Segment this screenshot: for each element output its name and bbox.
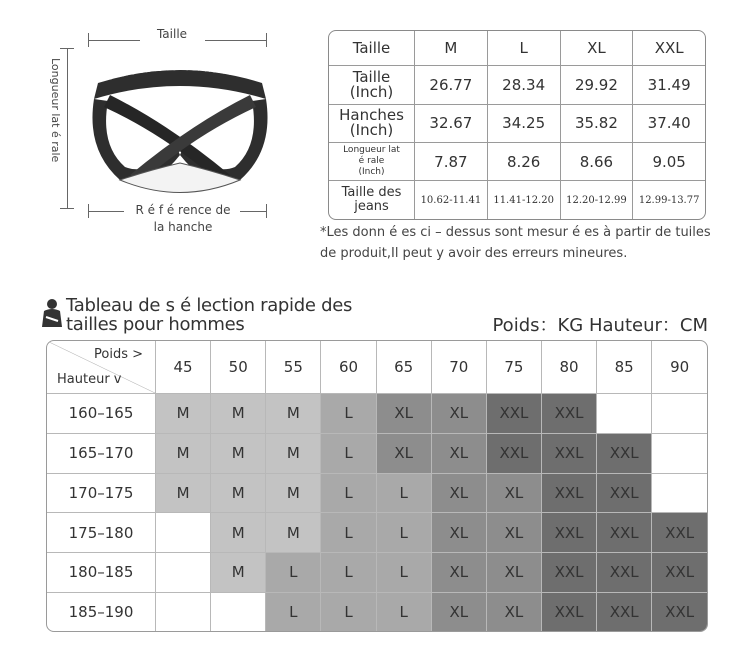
size-cell [156,513,211,553]
weight-header-cell: 50 [211,341,266,394]
size-cell: M [266,394,321,434]
band-text: ORLVS BLACK UNDERWEAR [105,62,232,84]
size-cell: XL [431,433,486,473]
height-row [47,394,707,434]
height-cell: 170–175 [47,473,156,513]
size-cell: L [266,592,321,631]
spec-row-label: Taille des jeans [329,181,415,219]
size-cell: XXL [486,433,541,473]
size-spec-table [328,30,706,220]
spec-cell: 37.40 [633,104,705,143]
measurement-note: *Les donn é es ci – dessus sont mesur é es à partir de tuiles de produit,Il peut y avoir des erreurs mineures. [320,225,711,261]
weight-header-cell: 55 [266,341,321,394]
size-cell [652,473,707,513]
waist-dimension-label: Taille [156,27,188,41]
size-cell: XL [486,553,541,593]
spec-cell: 29.92 [560,65,633,104]
size-cell: M [156,433,211,473]
height-cell: 160–165 [47,394,156,434]
size-cell: XL [486,513,541,553]
size-cell [652,433,707,473]
weight-header-cell: 80 [541,341,596,394]
dimension-tick [88,33,89,47]
spec-row-label: Taille (Inch) [329,65,415,104]
dimension-tick [60,208,74,209]
size-cell: M [156,394,211,434]
size-cell: XL [431,394,486,434]
height-row [47,592,707,631]
size-cell: XXL [597,513,652,553]
height-row [47,473,707,513]
spec-cell: 26.77 [415,65,488,104]
size-cell: L [321,553,376,593]
spec-header-xl: XL [560,31,633,65]
dimension-tick [266,33,267,47]
size-cell [156,592,211,631]
size-cell: XXL [541,592,596,631]
spec-cell: 32.67 [415,104,488,143]
spec-cell: 12.20-12.99 [560,181,633,219]
weight-header-cell: 85 [597,341,652,394]
spec-header-l: L [487,31,560,65]
spec-cell: 31.49 [633,65,705,104]
spec-cell: 8.26 [487,143,560,181]
spec-cell: 35.82 [560,104,633,143]
size-cell: M [211,553,266,593]
hip-reference-label [118,202,248,236]
side-length-label: Longueur lat é rale [49,58,62,163]
size-cell: M [211,513,266,553]
size-cell: L [321,473,376,513]
size-cell: M [266,473,321,513]
size-cell: XL [376,433,431,473]
spec-cell: 11.41-12.20 [487,181,560,219]
size-cell: XXL [541,394,596,434]
size-cell: XXL [597,433,652,473]
size-cell: XXL [541,553,596,593]
height-row [47,513,707,553]
spec-row-waist [329,65,705,104]
quick-selection-table [46,340,708,632]
height-row [47,433,707,473]
size-cell: XXL [652,592,707,631]
height-axis-label: Hauteur v [57,372,122,387]
size-cell: L [321,433,376,473]
height-cell: 180–185 [47,553,156,593]
size-cell: L [266,553,321,593]
dimension-line [88,40,140,41]
corner-cell [47,341,156,394]
spec-header-row [329,31,705,65]
spec-row-hips [329,104,705,143]
weight-header-cell: 75 [486,341,541,394]
weight-axis-label: Poids > [94,347,143,362]
units-label: Poids：KG Hauteur：CM [492,315,708,336]
size-cell: M [156,473,211,513]
size-cell [156,553,211,593]
spec-cell: 7.87 [415,143,488,181]
size-cell: XL [486,473,541,513]
size-cell: XL [376,394,431,434]
size-cell: XL [431,473,486,513]
spec-row-jeans [329,181,705,219]
product-illustration [0,0,320,260]
height-row [47,553,707,593]
size-cell: XXL [597,473,652,513]
underwear-drawing [80,55,280,195]
size-cell: XXL [597,553,652,593]
weight-header-row [47,341,707,394]
size-cell: M [211,394,266,434]
weight-header-cell: 45 [156,341,211,394]
size-cell: XL [431,592,486,631]
size-cell: XL [431,553,486,593]
size-cell: M [266,433,321,473]
size-cell: XXL [541,513,596,553]
size-cell: XL [486,592,541,631]
height-cell: 175–180 [47,513,156,553]
spec-cell: 9.05 [633,143,705,181]
size-cell: M [266,513,321,553]
size-cell: L [376,553,431,593]
size-cell: L [376,513,431,553]
size-cell: XXL [541,433,596,473]
spec-header-size: Taille [329,31,415,65]
size-cell: M [211,473,266,513]
size-cell: XXL [541,473,596,513]
size-cell: L [321,394,376,434]
height-cell: 185–190 [47,592,156,631]
size-cell [652,394,707,434]
dimension-line [67,48,68,208]
size-cell: XXL [652,553,707,593]
spec-cell: 28.34 [487,65,560,104]
size-cell: XXL [597,592,652,631]
spec-cell: 10.62-11.41 [415,181,488,219]
dimension-line [205,40,267,41]
spec-row-side-length [329,143,705,181]
spec-cell: 34.25 [487,104,560,143]
spec-row-label: Longueur lat é rale (Inch) [329,143,415,181]
size-cell: XXL [652,513,707,553]
spec-row-label: Hanches (Inch) [329,104,415,143]
quick-selection-title-line2: tailles pour hommes [66,314,245,335]
size-cell: L [376,592,431,631]
quick-selection-title [66,296,366,334]
size-cell: XXL [486,394,541,434]
dimension-tick [266,204,267,218]
size-cell [597,394,652,434]
weight-header-cell: 65 [376,341,431,394]
person-silhouette-icon [40,297,64,329]
spec-header-m: M [415,31,488,65]
spec-cell: 8.66 [560,143,633,181]
weight-header-cell: 70 [431,341,486,394]
size-cell [211,592,266,631]
weight-header-cell: 90 [652,341,707,394]
dimension-tick [88,204,89,218]
quick-selection-title-line1: Tableau de s é lection rapide des [66,295,353,316]
size-cell: M [211,433,266,473]
size-cell: L [321,513,376,553]
size-cell: XL [431,513,486,553]
spec-cell: 12.99-13.77 [633,181,705,219]
weight-header-cell: 60 [321,341,376,394]
hip-reference-line2: la hanche [153,220,213,234]
size-cell: L [376,473,431,513]
hip-reference-line1: R é f é rence de [135,203,231,217]
height-cell: 165–170 [47,433,156,473]
size-cell: L [321,592,376,631]
spec-header-xxl: XXL [633,31,705,65]
